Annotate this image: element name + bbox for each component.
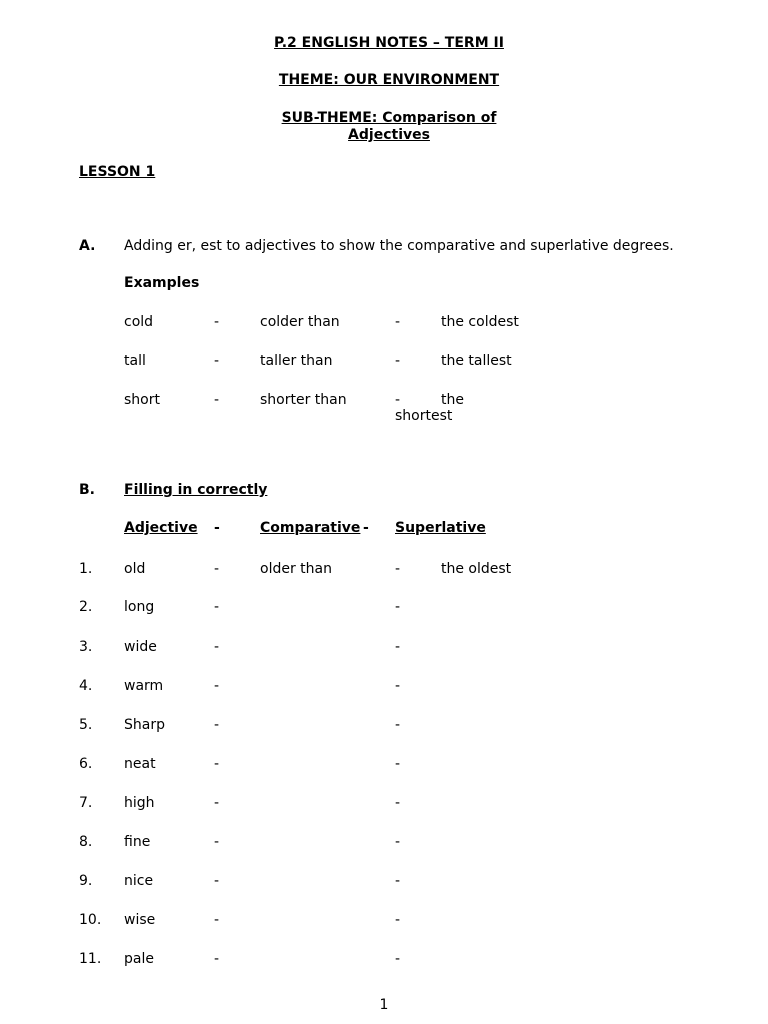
example-comparative: taller than bbox=[260, 353, 333, 369]
example-comparative: colder than bbox=[260, 314, 340, 330]
dash: - bbox=[395, 873, 401, 889]
section-b-heading: Filling in correctly bbox=[124, 482, 268, 498]
example-superlative-wrap: shortest bbox=[395, 408, 453, 424]
column-header-superlative: Superlative bbox=[395, 520, 486, 536]
dash: - bbox=[363, 520, 369, 536]
dash: - bbox=[395, 639, 401, 655]
column-header-comparative: Comparative bbox=[260, 520, 361, 536]
row-adjective: warm bbox=[124, 678, 164, 694]
row-adjective: long bbox=[124, 599, 155, 615]
dash: - bbox=[214, 834, 220, 850]
example-adjective: cold bbox=[124, 314, 154, 330]
example-superlative: the coldest bbox=[441, 314, 519, 330]
dash: - bbox=[395, 561, 401, 577]
dash: - bbox=[214, 639, 220, 655]
example-adjective: tall bbox=[124, 353, 146, 369]
example-superlative: the tallest bbox=[441, 353, 512, 369]
dash: - bbox=[395, 912, 401, 928]
dash: - bbox=[214, 756, 220, 772]
column-header-adjective: Adjective bbox=[124, 520, 198, 536]
row-comparative: older than bbox=[260, 561, 332, 577]
row-superlative: the oldest bbox=[441, 561, 512, 577]
example-adjective: short bbox=[124, 392, 160, 408]
row-adjective: nice bbox=[124, 873, 154, 889]
dash: - bbox=[395, 717, 401, 733]
section-a-instruction: Adding er, est to adjectives to show the comparative and superlative degrees. bbox=[124, 238, 674, 254]
row-adjective: high bbox=[124, 795, 155, 811]
lesson-heading: LESSON 1 bbox=[79, 164, 156, 180]
dash: - bbox=[214, 717, 220, 733]
row-number: 4. bbox=[79, 678, 93, 694]
row-adjective: wide bbox=[124, 639, 157, 655]
section-b-letter: B. bbox=[79, 482, 95, 498]
dash: - bbox=[395, 678, 401, 694]
row-adjective: fine bbox=[124, 834, 151, 850]
dash: - bbox=[214, 873, 220, 889]
dash: - bbox=[395, 392, 401, 408]
dash: - bbox=[214, 314, 220, 330]
dash: - bbox=[395, 951, 401, 967]
row-number: 10. bbox=[79, 912, 102, 928]
dash: - bbox=[214, 353, 220, 369]
dash: - bbox=[395, 314, 401, 330]
dash: - bbox=[214, 561, 220, 577]
dash: - bbox=[214, 599, 220, 615]
dash: - bbox=[214, 678, 220, 694]
dash: - bbox=[395, 756, 401, 772]
example-comparative: shorter than bbox=[260, 392, 347, 408]
row-number: 6. bbox=[79, 756, 93, 772]
dash: - bbox=[214, 392, 220, 408]
row-number: 7. bbox=[79, 795, 93, 811]
dash: - bbox=[395, 599, 401, 615]
row-number: 5. bbox=[79, 717, 93, 733]
example-superlative: the bbox=[441, 392, 464, 408]
row-number: 8. bbox=[79, 834, 93, 850]
row-number: 3. bbox=[79, 639, 93, 655]
theme-heading: THEME: OUR ENVIRONMENT bbox=[278, 72, 500, 88]
row-adjective: old bbox=[124, 561, 146, 577]
page-number: 1 bbox=[379, 997, 389, 1013]
row-adjective: neat bbox=[124, 756, 156, 772]
page-title: P.2 ENGLISH NOTES – TERM II bbox=[274, 35, 504, 51]
dash: - bbox=[214, 795, 220, 811]
dash: - bbox=[395, 795, 401, 811]
row-adjective: wise bbox=[124, 912, 156, 928]
subtheme-heading-line1: SUB-THEME: Comparison of bbox=[281, 110, 497, 126]
dash: - bbox=[214, 951, 220, 967]
row-adjective: Sharp bbox=[124, 717, 165, 733]
subtheme-heading-line2: Adjectives bbox=[348, 127, 430, 143]
dash: - bbox=[214, 520, 220, 536]
dash: - bbox=[214, 912, 220, 928]
row-number: 9. bbox=[79, 873, 93, 889]
row-number: 11. bbox=[79, 951, 102, 967]
dash: - bbox=[395, 353, 401, 369]
row-number: 1. bbox=[79, 561, 93, 577]
examples-heading: Examples bbox=[124, 275, 200, 291]
section-a-letter: A. bbox=[79, 238, 96, 254]
dash: - bbox=[395, 834, 401, 850]
row-adjective: pale bbox=[124, 951, 154, 967]
row-number: 2. bbox=[79, 599, 93, 615]
